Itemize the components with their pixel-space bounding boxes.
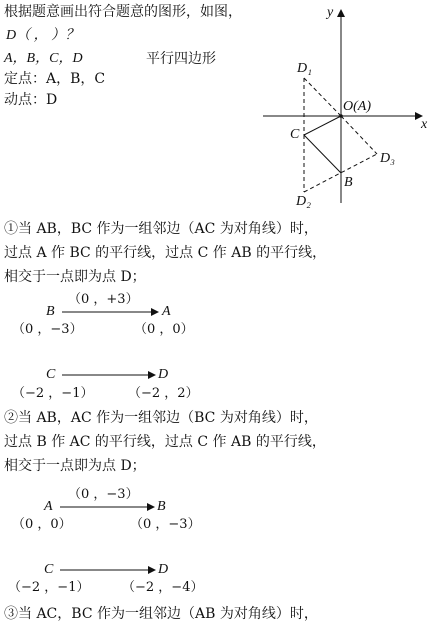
case1-map1-shift: （0 ，+3）: [68, 292, 139, 307]
case2-map2-from-coord: （−2 ，−1）: [8, 580, 90, 595]
intro-line-5: 动点：D: [4, 92, 58, 108]
point-d2-label: D₂: [296, 194, 311, 209]
case2-map1-from: A: [44, 499, 53, 514]
case2-line-1: ②当 AB，AC 作为一组邻边（BC 为对角线）时，: [4, 410, 318, 426]
case2-map2-to: D: [158, 562, 169, 577]
case2-map1-to: B: [157, 499, 166, 514]
point-d1-label: D₁: [297, 61, 312, 76]
case1-map1-to-coord: （0 ，0）: [134, 322, 194, 337]
intro-line-2: D（ ， ）？: [6, 28, 80, 43]
case3-line-1: ③当 AC，BC 作为一组邻边（AB 为对角线）时，: [4, 606, 318, 622]
y-axis-label: y: [327, 5, 334, 20]
case1-map1-from: B: [46, 304, 55, 319]
case2-map1-to-coord: （0 ，−3）: [130, 517, 201, 532]
point-c-label: C: [290, 127, 300, 142]
point-d3-label: D₃: [380, 151, 395, 166]
case1-map1-to: A: [162, 304, 171, 319]
case1-line-2: 过点 A 作 BC 的平行线，过点 C 作 AB 的平行线，: [4, 245, 327, 261]
case2-map2-from: C: [44, 562, 54, 577]
case2-map1-from-coord: （0 ，0）: [12, 517, 72, 532]
case2-map2-to-coord: （−2 ，−4）: [122, 580, 204, 595]
intro-line-3: A，B，C，D: [4, 51, 83, 66]
case1-map2-from-coord: （−2 ，−1）: [12, 386, 94, 401]
case2-map1-shift: （0 ，−3）: [68, 487, 139, 502]
case1-line-3: 相交于一点即为点 D；: [4, 269, 146, 285]
case1-line-1: ①当 AB，BC 作为一组邻边（AC 为对角线）时，: [4, 221, 318, 237]
origin-label: O(A): [343, 99, 371, 114]
case1-map2-to: D: [158, 367, 169, 382]
intro-line-3-right: 平行四边形: [146, 51, 216, 67]
x-axis-label: x: [421, 117, 428, 132]
point-b-label: B: [344, 175, 353, 190]
case2-line-3: 相交于一点即为点 D；: [4, 458, 146, 474]
case1-map1-from-coord: （0 ，−3）: [12, 322, 83, 337]
intro-line-1: 根据题意画出符合题意的图形，如图，: [4, 4, 242, 20]
case1-map2-to-coord: （−2 ，2）: [128, 386, 199, 401]
intro-line-4: 定点：A，B，C: [4, 71, 106, 87]
case1-map2-from: C: [46, 367, 56, 382]
case2-line-2: 过点 B 作 AC 的平行线，过点 C 作 AB 的平行线，: [4, 434, 326, 450]
